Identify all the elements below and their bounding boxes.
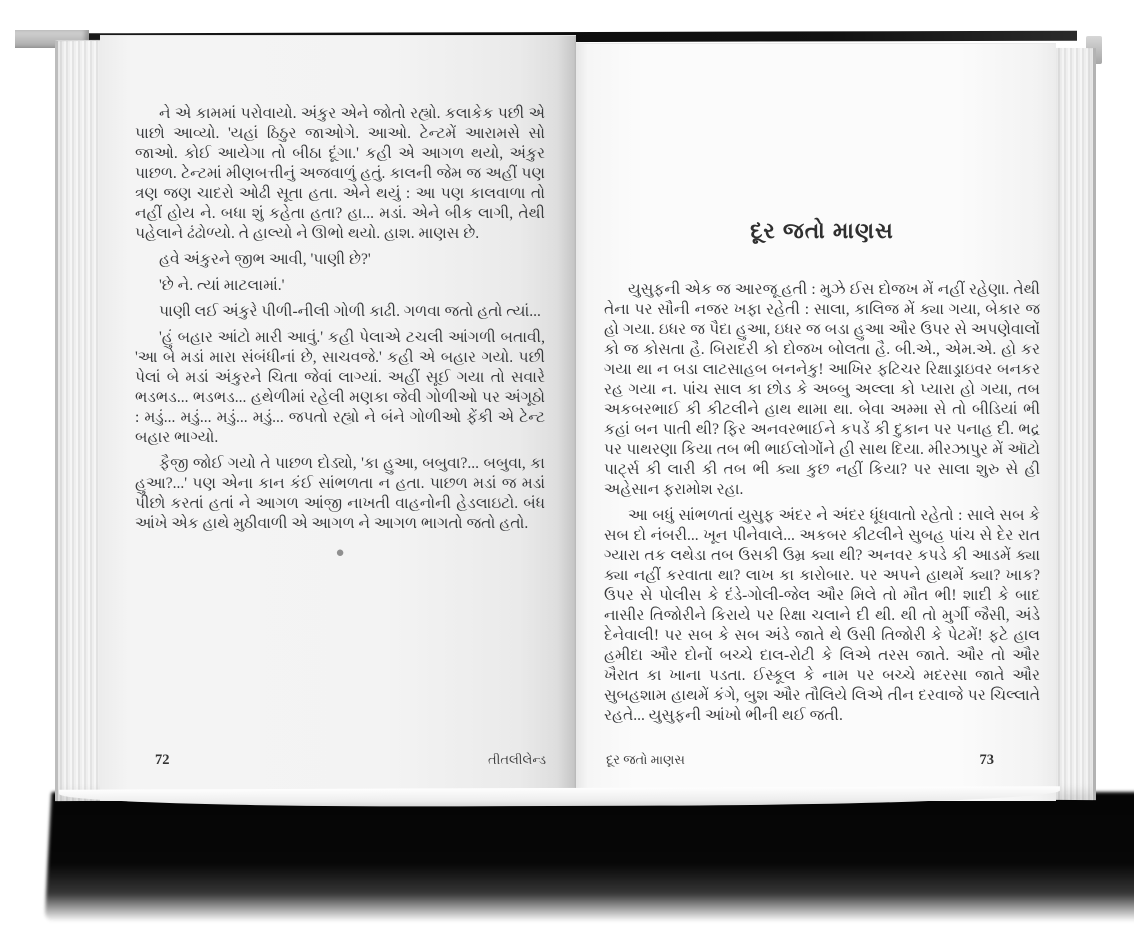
book-ground-shadow xyxy=(45,792,1134,922)
right-page-footer xyxy=(576,752,1056,769)
left-page-text-block xyxy=(135,104,545,534)
paragraph: યુસુફની એક જ આરજૂ હતી : મુઝે ઈસ દોજખ મેં નહીં રહેણા. તેથી તેના પર સૌની નજર ખફા રહેતી : સાલા, કાલિજ મેં ક્યા ગયા, બેકાર જ હો ગયા. ઇધર જ પૈદા હુઆ, ઇધર જ બડા હુઆ ઔર ઉપર સે અપણેવાલોં કો જ કોસતા હૈ. બિરાદરી કો દોજખ બોલતા હૈ. બી.એ., એમ.એ. હો કર ગયા થા ન બડા લાટસાહબ બનનેકુ! આખિર ફટિચર રિક્ષાડ્રાઇવર બનકર રહ ગયા ન. પાંચ સાલ કા છોડ કે અબ્બુ અલ્લા કો પ્યારા હો ગયા, તબ અકબરભાઈ કી કીટલીને હાથ થામા થા. બેવા અમ્મા સે તો બીડિયાં ભી કહાં બન પાતી થી? ફિર અનવરભાઈને કપડેં કી દુકાન પર પનાહ દી. ભદ્ર પર પાથરણા કિયા તબ ભી ભાઈલોગોંને હી સાથ દિયા. મીરઝાપુર મેં ઑટો પાર્ટ્સ કી લારી કી તબ ભી ક્યા કુછ નહીં કિયા? પર સાલા શુરુ સે હી અહેસાન ફરામોશ રહા. xyxy=(604,281,1040,498)
paragraph: 'હું બહાર આંટો મારી આવું.' કહી પેલાએ ટચલી આંગળી બતાવી, 'આ બે મડાં મારા સંબંધીનાં છે, સાચવજે.' કહી એ બહાર ગયો. પછી પેલાં બે મડાં અંકુરને ચિતા જેવાં લાગ્યાં. અહીં સૂઈ ગયા તો સવારે ભડભડ... ભડભડ... હથેળીમાં રહેલી મણકા જેવી ગોળીઓ પર અંગૂઠો : મડું... મડું... મડું... મડું... જપતો રહ્યો ને બંને ગોળીઓ ફેંકી એ ટેન્ટ બહાર ભાગ્યો. xyxy=(135,329,545,446)
right-page-content xyxy=(576,218,1056,726)
paragraph: હવે અંકુરને જીભ આવી, 'પાણી છે?' xyxy=(159,251,371,268)
open-book xyxy=(15,30,1100,805)
running-title-right: દૂર જતો માણસ xyxy=(606,752,685,767)
section-divider-dot: ● xyxy=(335,545,345,561)
page-number-left: 72 xyxy=(155,752,170,768)
right-page xyxy=(576,43,1056,801)
paragraph: આ બધું સાંભળતાં યુસુફ અંદર ને અંદર ધૂંધવાતો રહેતો : સાલે સબ કે સબ દો નંબરી... ખૂન પીનેવાલે... અકબર કીટલીને સુબહ પાંચ સે દેર રાત ગ્યારા તક લથેડા તબ ઉસકી ઉમ્ર ક્યા થી? અનવર કપડે કી આડમેં ક્યા ક્યા નહીં કરવાતા થા? લાખ કા કારોબાર. પર અપને હાથમેં ક્યા? ખાક? ઉપર સે પોલીસ કે દંડે-ગોલી-જેલ ઔર મિલે તો મૌત ભી! શાદી કે બાદ નાસીર તિજોરીને કિરાયે પર રિક્ષા ચલાને દી થી. થી તો મુર્ગી જૈસી, અંડે દેનેવાલી! પર સબ કે સબ અંડે જાતે થે ઉસી તિજોરી કે પેટમેં! ફટે હાલ હમીદા ઔર દોનોં બચ્ચે દાલ-રોટી કે લિએ તરસ જાતે. ઔર તો ઔર ખૈરાત કા ખાના પડતા. ઈસ્કૂલ કે નામ પર બચ્ચે મદરસા જાતે ઔર સુબહશામ હાથમેં કંગે, બુશ ઔર તૌલિયે લિએ તીન દરવાજે પર ચિલ્લાતે રહતે... યુસુફની આંખો ભીની થઈ જતી. xyxy=(604,507,1041,724)
right-page-text-block xyxy=(604,280,1040,726)
chapter-title: દૂર જતો માણસ xyxy=(750,218,894,243)
paragraph: ને એ કામમાં પરોવાયો. અંકુર એને જોતો રહ્યો. કલાકેક પછી એ પાછો આવ્યો. 'યહાં ઠિઠુર જાઓગે. આઓ. ટેન્ટમેં આરામસે સો જાઓ. કોઈ આયેગા તો બીઠા દૂંગા.' કહી એ આગળ થયો, અંકુર પાછળ. ટેન્ટમાં મીણબત્તીનું અજવાળું હતું. કાલની જેમ જ અહીં પણ ત્રણ જણ ચાદરો ઓઢી સૂતા હતા. એને થયું : આ પણ કાલવાળા તો નહીં હોય ને. બધા શું કહેતા હતા? હા... મડાં. એને બીક લાગી, તેથી પહેલાને ઢંઢોળ્યો. તે હાલ્યો ને ઊભો થયો. હાશ. માણસ છે. xyxy=(135,105,545,242)
left-page-content xyxy=(100,36,576,561)
page-bottom-edge xyxy=(59,786,1060,807)
left-page-footer xyxy=(100,752,576,769)
left-page-stack-edge xyxy=(55,40,106,801)
page-number-right: 73 xyxy=(979,752,994,768)
running-title-left: તીતલીલેન્ડ xyxy=(488,752,546,767)
paragraph: 'છે ને. ત્યાં માટલામાં.' xyxy=(159,277,285,294)
right-page-stack-edge xyxy=(1056,48,1096,800)
left-page xyxy=(100,35,576,801)
paragraph: ફૈજી જોઈ ગયો તે પાછળ દોડ્યો, 'કા હુઆ, બબુવા?... બબુવા, કા હુઆ?...' પણ એના કાન કંઈ સાંભળતા ન હતા. પાછળ મડાં જ મડાં પીછો કરતાં હતાં ને આગળ આંજી નાખતી વાહનોની હેડલાઇટો. બંધ આંખે એક હાથે મુઠીવાળી એ આગળ ને આગળ ભાગતો જતો હતો. xyxy=(135,455,545,532)
paragraph: પાણી લઈ અંકુરે પીળી-નીલી ગોળી કાઢી. ગળવા જતો હતો ત્યાં... xyxy=(159,303,541,320)
